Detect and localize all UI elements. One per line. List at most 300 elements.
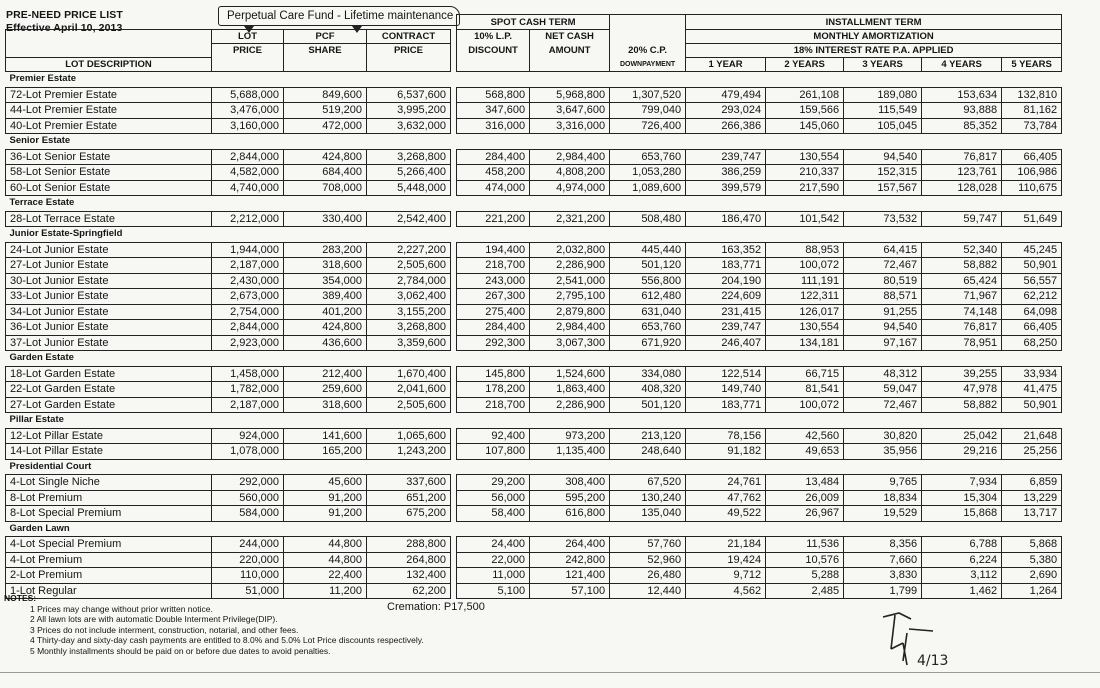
section-name: Terrace Estate xyxy=(9,197,75,208)
lot-price-cell: 2,754,000 xyxy=(212,304,284,320)
contract-price-cell: 132,400 xyxy=(367,568,451,584)
contract-price-cell: 3,155,200 xyxy=(367,304,451,320)
lp-discount-cell: 347,600 xyxy=(457,103,530,119)
downpayment-cell: 1,089,600 xyxy=(610,180,686,196)
year-3-cell: 80,519 xyxy=(844,273,922,289)
pcf-share-cell: 708,000 xyxy=(284,180,367,196)
year-4-cell: 52,340 xyxy=(922,242,1002,258)
table-row xyxy=(6,87,1062,103)
pcf-share-header: PCF xyxy=(284,30,367,44)
section-header-row xyxy=(6,459,1062,475)
pcf-share-cell: 45,600 xyxy=(284,475,367,491)
year-5-cell: 2,690 xyxy=(1002,568,1062,584)
downpayment-cell: 671,920 xyxy=(610,335,686,351)
year-4-cell: 85,352 xyxy=(922,118,1002,134)
pcf-share-cell: 11,200 xyxy=(284,583,367,599)
table-row xyxy=(6,428,1062,444)
year-3-cell: 157,567 xyxy=(844,180,922,196)
net-cash-amount-cell: 5,968,800 xyxy=(530,87,610,103)
lot-price-cell: 2,844,000 xyxy=(212,320,284,336)
year-1-cell: 239,747 xyxy=(686,320,766,336)
net-cash-amount-cell: 1,863,400 xyxy=(530,382,610,398)
year-2-header: 2 YEARS xyxy=(766,58,844,72)
signature-date: 4/13 xyxy=(917,653,949,669)
table-row xyxy=(6,211,1062,227)
net-cash-amount-cell: 3,647,600 xyxy=(530,103,610,119)
year-4-cell: 15,868 xyxy=(922,506,1002,522)
year-3-cell: 73,532 xyxy=(844,211,922,227)
year-2-cell: 111,191 xyxy=(766,273,844,289)
contract-price-cell: 3,632,000 xyxy=(367,118,451,134)
pcf-share-cell: 330,400 xyxy=(284,211,367,227)
year-2-cell: 5,288 xyxy=(766,568,844,584)
year-4-cell: 39,255 xyxy=(922,366,1002,382)
year-3-cell: 88,571 xyxy=(844,289,922,305)
year-3-cell: 64,415 xyxy=(844,242,922,258)
contract-price-cell: 2,041,600 xyxy=(367,382,451,398)
year-5-cell: 5,868 xyxy=(1002,537,1062,553)
lot-description-cell: 30-Lot Junior Estate xyxy=(6,273,212,289)
downpayment-cell: 248,640 xyxy=(610,444,686,460)
table-row xyxy=(6,506,1062,522)
section-header-row xyxy=(6,196,1062,212)
year-2-cell: 42,560 xyxy=(766,428,844,444)
table-row xyxy=(6,289,1062,305)
year-2-cell: 49,653 xyxy=(766,444,844,460)
table-row xyxy=(6,103,1062,119)
lp-discount-cell: 316,000 xyxy=(457,118,530,134)
year-4-header: 4 YEARS xyxy=(922,58,1002,72)
table-row xyxy=(6,366,1062,382)
lp-discount-cell: 194,400 xyxy=(457,242,530,258)
lot-description-cell: 36-Lot Senior Estate xyxy=(6,149,212,165)
table-row xyxy=(6,165,1062,181)
table-row xyxy=(6,242,1062,258)
downpayment-cell: 501,120 xyxy=(610,258,686,274)
lot-description-cell: 4-Lot Single Niche xyxy=(6,475,212,491)
lp-discount-cell: 284,400 xyxy=(457,149,530,165)
section-name: Junior Estate-Springfield xyxy=(9,228,123,239)
lp-discount-cell: 218,700 xyxy=(457,258,530,274)
lp-discount-cell: 458,200 xyxy=(457,165,530,181)
lp-discount-cell: 58,400 xyxy=(457,506,530,522)
year-5-cell: 13,229 xyxy=(1002,490,1062,506)
year-1-cell: 78,156 xyxy=(686,428,766,444)
lp-discount-cell: 11,000 xyxy=(457,568,530,584)
pcf-share-cell: 259,600 xyxy=(284,382,367,398)
lot-description-cell: 4-Lot Special Premium xyxy=(6,537,212,553)
lp-discount-cell: 5,100 xyxy=(457,583,530,599)
section-name: Premier Estate xyxy=(9,73,77,84)
net-cash-amount-cell: 2,032,800 xyxy=(530,242,610,258)
table-row xyxy=(6,444,1062,460)
year-4-cell: 58,882 xyxy=(922,397,1002,413)
pcf-share-cell: 472,000 xyxy=(284,118,367,134)
section-name: Garden Lawn xyxy=(9,522,70,534)
year-4-cell: 123,761 xyxy=(922,165,1002,181)
year-3-cell: 94,540 xyxy=(844,320,922,336)
lp-discount-header-2: DISCOUNT xyxy=(457,44,530,58)
lot-description-cell: 36-Lot Junior Estate xyxy=(6,320,212,336)
year-1-cell: 239,747 xyxy=(686,149,766,165)
net-cash-amount-cell: 2,541,000 xyxy=(530,273,610,289)
year-2-cell: 66,715 xyxy=(766,366,844,382)
pcf-share-cell: 401,200 xyxy=(284,304,367,320)
table-row xyxy=(6,273,1062,289)
year-1-cell: 49,522 xyxy=(686,506,766,522)
year-4-cell: 6,788 xyxy=(922,537,1002,553)
contract-price-cell: 6,537,600 xyxy=(367,87,451,103)
contract-price-header: CONTRACT xyxy=(367,30,451,44)
year-1-cell: 183,771 xyxy=(686,258,766,274)
lot-price-cell: 2,212,000 xyxy=(212,211,284,227)
monthly-amortization-header: MONTHLY AMORTIZATION xyxy=(686,30,1062,44)
downpayment-cell: 57,760 xyxy=(610,537,686,553)
year-3-cell: 1,799 xyxy=(844,583,922,599)
net-cash-amount-cell: 4,808,200 xyxy=(530,165,610,181)
contract-price-cell: 3,268,800 xyxy=(367,149,451,165)
lp-discount-cell: 107,800 xyxy=(457,444,530,460)
net-cash-amount-cell: 2,879,800 xyxy=(530,304,610,320)
lot-price-cell: 244,000 xyxy=(212,537,284,553)
year-2-cell: 2,485 xyxy=(766,583,844,599)
year-2-cell: 101,542 xyxy=(766,211,844,227)
net-cash-amount-cell: 595,200 xyxy=(530,490,610,506)
table-row xyxy=(6,149,1062,165)
pcf-share-cell: 91,200 xyxy=(284,490,367,506)
year-4-cell: 59,747 xyxy=(922,211,1002,227)
table-row xyxy=(6,552,1062,568)
year-2-cell: 81,541 xyxy=(766,382,844,398)
year-5-cell: 25,256 xyxy=(1002,444,1062,460)
pcf-share-cell: 44,800 xyxy=(284,552,367,568)
contract-price-cell: 3,995,200 xyxy=(367,103,451,119)
contract-price-cell: 288,800 xyxy=(367,537,451,553)
price-list-body xyxy=(6,72,1062,599)
note-item: 3 Prices do not include interment, construction, notarial, and other fees. xyxy=(30,624,299,635)
pcf-share-cell: 389,400 xyxy=(284,289,367,305)
year-5-cell: 50,901 xyxy=(1002,258,1062,274)
pcf-share-cell: 283,200 xyxy=(284,242,367,258)
table-row xyxy=(6,304,1062,320)
pcf-callout-text: Perpetual Care Fund - Lifetime maintenance xyxy=(227,10,454,22)
year-3-cell: 48,312 xyxy=(844,366,922,382)
lp-discount-cell: 22,000 xyxy=(457,552,530,568)
year-5-cell: 110,675 xyxy=(1002,180,1062,196)
section-header-row xyxy=(6,413,1062,429)
net-cash-amount-cell: 1,135,400 xyxy=(530,444,610,460)
contract-price-cell: 5,448,000 xyxy=(367,180,451,196)
year-1-cell: 246,407 xyxy=(686,335,766,351)
lot-description-header: LOT DESCRIPTION xyxy=(6,58,212,72)
lp-discount-cell: 292,300 xyxy=(457,335,530,351)
lot-description-cell: 12-Lot Pillar Estate xyxy=(6,428,212,444)
year-5-cell: 62,212 xyxy=(1002,289,1062,305)
note-item: 4 Thirty-day and sixty-day cash payments are entitled to 8.0% and 5.0% Lot Price discounts respectively. xyxy=(30,635,424,645)
net-cash-amount-cell: 2,286,900 xyxy=(530,397,610,413)
lp-discount-cell: 145,800 xyxy=(457,366,530,382)
net-cash-amount-cell: 3,316,000 xyxy=(530,118,610,134)
downpayment-cell: 130,240 xyxy=(610,490,686,506)
lot-price-cell: 1,078,000 xyxy=(212,444,284,460)
downpayment-cell: 612,480 xyxy=(610,289,686,305)
contract-price-cell: 2,505,600 xyxy=(367,397,451,413)
table-row xyxy=(6,335,1062,351)
downpayment-cell: 508,480 xyxy=(610,211,686,227)
downpayment-cell: 334,080 xyxy=(610,366,686,382)
year-2-cell: 130,554 xyxy=(766,320,844,336)
net-cash-amount-cell: 264,400 xyxy=(530,537,610,553)
year-3-cell: 97,167 xyxy=(844,335,922,351)
year-1-cell: 386,259 xyxy=(686,165,766,181)
section-name: Garden Estate xyxy=(9,352,74,363)
lot-description-cell: 8-Lot Special Premium xyxy=(6,506,212,522)
year-4-cell: 153,634 xyxy=(922,87,1002,103)
contract-price-cell: 1,065,600 xyxy=(367,428,451,444)
downpayment-cell: 726,400 xyxy=(610,118,686,134)
year-4-cell: 93,888 xyxy=(922,103,1002,119)
lot-price-cell: 2,844,000 xyxy=(212,149,284,165)
year-4-cell: 3,112 xyxy=(922,568,1002,584)
year-5-cell: 66,405 xyxy=(1002,149,1062,165)
interest-rate-header: 18% INTEREST RATE P.A. APPLIED xyxy=(686,44,1062,58)
section-header-row xyxy=(6,72,1062,88)
lot-price-cell: 560,000 xyxy=(212,490,284,506)
table-row xyxy=(6,320,1062,336)
downpayment-cell: 653,760 xyxy=(610,320,686,336)
lot-price-cell: 1,458,000 xyxy=(212,366,284,382)
contract-price-cell: 337,600 xyxy=(367,475,451,491)
lot-description-cell: 24-Lot Junior Estate xyxy=(6,242,212,258)
cremation-price: Cremation: P17,500 xyxy=(387,601,485,613)
year-1-cell: 399,579 xyxy=(686,180,766,196)
contract-price-cell: 3,268,800 xyxy=(367,320,451,336)
year-5-cell: 33,934 xyxy=(1002,366,1062,382)
year-5-cell: 45,245 xyxy=(1002,242,1062,258)
downpayment-cell: 26,480 xyxy=(610,568,686,584)
year-4-cell: 6,224 xyxy=(922,552,1002,568)
section-name: Senior Estate xyxy=(9,135,71,146)
lot-price-cell: 2,673,000 xyxy=(212,289,284,305)
year-1-cell: 91,182 xyxy=(686,444,766,460)
lot-price-cell: 1,782,000 xyxy=(212,382,284,398)
net-cash-amount-cell: 121,400 xyxy=(530,568,610,584)
signature xyxy=(873,603,963,676)
lp-discount-cell: 92,400 xyxy=(457,428,530,444)
lot-price-cell: 1,944,000 xyxy=(212,242,284,258)
net-cash-amount-cell: 3,067,300 xyxy=(530,335,610,351)
downpayment-cell: 52,960 xyxy=(610,552,686,568)
pcf-share-cell: 684,400 xyxy=(284,165,367,181)
signature-mark-icon xyxy=(873,603,963,671)
year-5-cell: 50,901 xyxy=(1002,397,1062,413)
lot-price-cell: 2,187,000 xyxy=(212,258,284,274)
page-edge xyxy=(0,672,1100,673)
year-1-cell: 163,352 xyxy=(686,242,766,258)
net-cash-amount-cell: 57,100 xyxy=(530,583,610,599)
year-2-cell: 88,953 xyxy=(766,242,844,258)
year-2-cell: 217,590 xyxy=(766,180,844,196)
lp-discount-cell: 474,000 xyxy=(457,180,530,196)
year-1-cell: 149,740 xyxy=(686,382,766,398)
downpayment-cell: 445,440 xyxy=(610,242,686,258)
year-2-cell: 100,072 xyxy=(766,258,844,274)
year-5-cell: 81,162 xyxy=(1002,103,1062,119)
lot-price-cell: 292,000 xyxy=(212,475,284,491)
lot-description-cell: 2-Lot Premium xyxy=(6,568,212,584)
year-5-cell: 64,098 xyxy=(1002,304,1062,320)
lot-description-cell: 33-Lot Junior Estate xyxy=(6,289,212,305)
section-header-row xyxy=(6,134,1062,150)
year-4-cell: 25,042 xyxy=(922,428,1002,444)
year-4-cell: 71,967 xyxy=(922,289,1002,305)
contract-price-cell: 2,784,000 xyxy=(367,273,451,289)
lp-discount-cell: 218,700 xyxy=(457,397,530,413)
year-1-cell: 183,771 xyxy=(686,397,766,413)
year-1-cell: 122,514 xyxy=(686,366,766,382)
net-cash-amount-cell: 2,286,900 xyxy=(530,258,610,274)
year-2-cell: 11,536 xyxy=(766,537,844,553)
year-4-cell: 76,817 xyxy=(922,320,1002,336)
installment-term-header: INSTALLMENT TERM xyxy=(686,15,1062,30)
year-4-cell: 7,934 xyxy=(922,475,1002,491)
net-cash-amount-cell: 308,400 xyxy=(530,475,610,491)
year-2-cell: 13,484 xyxy=(766,475,844,491)
lot-description-cell: 72-Lot Premier Estate xyxy=(6,87,212,103)
table-row xyxy=(6,382,1062,398)
year-1-header: 1 YEAR xyxy=(686,58,766,72)
lot-description-cell: 44-Lot Premier Estate xyxy=(6,103,212,119)
pcf-share-cell: 212,400 xyxy=(284,366,367,382)
year-1-cell: 4,562 xyxy=(686,583,766,599)
lp-discount-cell: 275,400 xyxy=(457,304,530,320)
year-1-cell: 266,386 xyxy=(686,118,766,134)
year-3-cell: 152,315 xyxy=(844,165,922,181)
year-1-cell: 21,184 xyxy=(686,537,766,553)
table-row xyxy=(6,118,1062,134)
lot-description-cell: 1-Lot Regular xyxy=(6,583,212,599)
table-row xyxy=(6,537,1062,553)
year-3-cell: 72,467 xyxy=(844,397,922,413)
year-3-cell: 9,765 xyxy=(844,475,922,491)
year-4-cell: 29,216 xyxy=(922,444,1002,460)
year-3-cell: 59,047 xyxy=(844,382,922,398)
year-4-cell: 76,817 xyxy=(922,149,1002,165)
effective-date: Effective April 10, 2013 xyxy=(6,22,123,34)
year-5-cell: 106,986 xyxy=(1002,165,1062,181)
lp-discount-cell: 267,300 xyxy=(457,289,530,305)
downpayment-cell: 631,040 xyxy=(610,304,686,320)
contract-price-cell: 675,200 xyxy=(367,506,451,522)
year-4-cell: 15,304 xyxy=(922,490,1002,506)
year-1-cell: 186,470 xyxy=(686,211,766,227)
lp-discount-cell: 56,000 xyxy=(457,490,530,506)
year-1-cell: 9,712 xyxy=(686,568,766,584)
net-cash-amount-cell: 973,200 xyxy=(530,428,610,444)
pcf-share-cell: 436,600 xyxy=(284,335,367,351)
downpayment-cell: 408,320 xyxy=(610,382,686,398)
lp-discount-cell: 568,800 xyxy=(457,87,530,103)
lot-price-cell: 3,160,000 xyxy=(212,118,284,134)
year-1-cell: 24,761 xyxy=(686,475,766,491)
year-3-cell: 19,529 xyxy=(844,506,922,522)
lp-discount-cell: 178,200 xyxy=(457,382,530,398)
net-cash-amount-cell: 242,800 xyxy=(530,552,610,568)
price-list-table xyxy=(5,14,1062,599)
year-1-cell: 293,024 xyxy=(686,103,766,119)
year-5-header: 5 YEARS xyxy=(1002,58,1062,72)
year-3-cell: 8,356 xyxy=(844,537,922,553)
note-item: 2 All lawn lots are with automatic Double Interment Privilege(DIP). xyxy=(30,614,278,624)
note-item: 5 Monthly installments should be paid on or before due dates to avoid penalties. xyxy=(30,645,331,656)
pcf-share-cell: 91,200 xyxy=(284,506,367,522)
pcf-share-cell: 519,200 xyxy=(284,103,367,119)
year-4-cell: 65,424 xyxy=(922,273,1002,289)
lot-description-cell: 14-Lot Pillar Estate xyxy=(6,444,212,460)
note-item: 1 Prices may change without prior written notice. xyxy=(30,603,213,614)
lot-price-cell: 5,688,000 xyxy=(212,87,284,103)
lot-price-header: LOT xyxy=(212,30,284,44)
year-2-cell: 261,108 xyxy=(766,87,844,103)
year-5-cell: 1,264 xyxy=(1002,583,1062,599)
downpayment-cell: 556,800 xyxy=(610,273,686,289)
downpayment-cell: 1,307,520 xyxy=(610,87,686,103)
lot-price-cell: 4,582,000 xyxy=(212,165,284,181)
pcf-share-cell: 318,600 xyxy=(284,397,367,413)
net-cash-amount-cell: 616,800 xyxy=(530,506,610,522)
year-5-cell: 73,784 xyxy=(1002,118,1062,134)
year-2-cell: 134,181 xyxy=(766,335,844,351)
year-5-cell: 6,859 xyxy=(1002,475,1062,491)
year-4-cell: 1,462 xyxy=(922,583,1002,599)
year-3-cell: 7,660 xyxy=(844,552,922,568)
notes-block xyxy=(4,593,424,656)
table-row xyxy=(6,475,1062,491)
downpayment-cell: 1,053,280 xyxy=(610,165,686,181)
pcf-share-cell: 44,800 xyxy=(284,537,367,553)
year-2-cell: 130,554 xyxy=(766,149,844,165)
lot-price-cell: 3,476,000 xyxy=(212,103,284,119)
year-1-cell: 231,415 xyxy=(686,304,766,320)
downpayment-cell: 12,440 xyxy=(610,583,686,599)
lot-description-cell: 8-Lot Premium xyxy=(6,490,212,506)
year-5-cell: 13,717 xyxy=(1002,506,1062,522)
year-3-cell: 115,549 xyxy=(844,103,922,119)
lot-description-cell: 27-Lot Junior Estate xyxy=(6,258,212,274)
downpayment-cell: 799,040 xyxy=(610,103,686,119)
lot-price-cell: 584,000 xyxy=(212,506,284,522)
contract-price-cell: 3,359,600 xyxy=(367,335,451,351)
year-1-cell: 19,424 xyxy=(686,552,766,568)
contract-price-cell: 651,200 xyxy=(367,490,451,506)
pcf-share-cell: 424,800 xyxy=(284,149,367,165)
contract-price-cell: 2,227,200 xyxy=(367,242,451,258)
year-3-cell: 94,540 xyxy=(844,149,922,165)
pcf-share-cell: 849,600 xyxy=(284,87,367,103)
year-2-cell: 210,337 xyxy=(766,165,844,181)
lot-price-cell: 110,000 xyxy=(212,568,284,584)
year-4-cell: 128,028 xyxy=(922,180,1002,196)
pcf-share-cell: 165,200 xyxy=(284,444,367,460)
downpayment-cell: 501,120 xyxy=(610,397,686,413)
contract-price-cell: 3,062,400 xyxy=(367,289,451,305)
section-name: Presidential Court xyxy=(9,460,92,472)
net-cash-header-2: AMOUNT xyxy=(530,44,610,58)
year-5-cell: 56,557 xyxy=(1002,273,1062,289)
lot-description-cell: 37-Lot Junior Estate xyxy=(6,335,212,351)
year-3-cell: 30,820 xyxy=(844,428,922,444)
year-1-cell: 47,762 xyxy=(686,490,766,506)
